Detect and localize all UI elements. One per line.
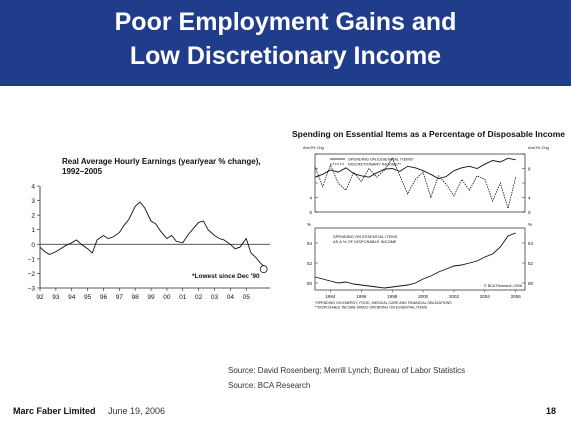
chart2-bottom-y-tick-label-left: 54 (306, 241, 312, 246)
chart2-bottom-legend-line-1: SPENDING ON ESSENTIAL ITEMS (333, 234, 398, 239)
chart2-top-y-label-right: Ann'l% Chg (528, 145, 549, 150)
chart1-x-tick-label: 99 (147, 294, 155, 301)
chart2-top-y-label-left: Ann'l% Chg (303, 145, 324, 150)
chart2-bottom-y-tick-label-right: 52 (528, 261, 534, 266)
chart1-y-tick-label: −3 (27, 285, 35, 293)
footer-date: June 19, 2006 (108, 406, 166, 416)
chart1-x-tick-label: 01 (179, 294, 187, 301)
essential-spending-chart (300, 140, 565, 320)
chart2-x-tick-label: 2004 (479, 294, 490, 299)
chart2-top-y-tick-label-left: 4 (309, 195, 312, 201)
chart1-x-tick-label: 93 (52, 294, 60, 301)
chart2-x-tick-label: 1996 (356, 294, 367, 299)
source-note-1: Source: David Rosenberg; Merrill Lynch; Bureau of Labor Statistics (228, 366, 466, 375)
chart2-legend-discretionary: DISCRETIONARY INCOME** (348, 161, 401, 167)
chart2-x-tick-label: 1998 (387, 294, 398, 299)
chart2-x-tick-label: 1994 (325, 294, 336, 299)
chart1-x-tick-label: 97 (115, 294, 123, 301)
chart1-x-tick-label: 02 (195, 294, 203, 301)
chart2-top-frame (315, 154, 525, 212)
chart2-bottom-y-label-left: % (307, 222, 312, 227)
chart1-x-tick-label: 96 (99, 294, 108, 301)
chart1-x-tick-label: 05 (242, 294, 250, 301)
footer-company: Marc Faber Limited (13, 406, 96, 416)
chart2-bottom-y-tick-label-left: 52 (306, 261, 312, 266)
chart2-x-tick-label: 2000 (418, 294, 429, 299)
chart2-bottom-legend-line-2: AS A % OF DISPOSABLE INCOME (333, 239, 397, 244)
chart1-y-tick-label: 4 (31, 183, 35, 191)
slide-title-line-1: Poor Employment Gains and (114, 8, 457, 36)
chart1-y-tick-label: 2 (31, 212, 35, 220)
chart1-x-tick-label: 92 (36, 294, 44, 301)
chart1-x-tick-label: 04 (226, 294, 234, 301)
chart1-y-tick-label: −1 (27, 256, 35, 264)
chart1-y-tick-label: −2 (27, 270, 35, 278)
source-note-2: Source: BCA Research (228, 381, 311, 390)
chart2-essential-line (315, 158, 516, 178)
chart1-x-tick-label: 00 (163, 294, 171, 301)
chart2-bottom-y-tick-label-right: 54 (528, 241, 534, 246)
page-number: 18 (545, 406, 556, 416)
chart2-legend-essential: SPENDING ON ESSENTIAL ITEMS* (348, 156, 414, 162)
chart2-x-tick-label: 2002 (448, 294, 459, 299)
chart2-top-y-tick-label-right: 8 (528, 166, 531, 172)
hourly-earnings-chart (20, 175, 275, 310)
chart2-discretionary-line (315, 158, 516, 208)
chart2-footnote-1: *SPENDING ON ENERGY, FOOD, MEDICAL CARE AND FINANCIAL OBLIGATIONS (315, 301, 452, 305)
chart2-footnote-2: **DISPOSABLE INCOME MINUS SPENDING ON ESSENTIAL ITEMS (315, 305, 428, 310)
chart1-y-tick-label: 1 (31, 227, 35, 235)
chart1-annotation: *Lowest since Dec '90 (191, 273, 260, 281)
chart2-bottom-y-tick-label-left: 50 (306, 281, 312, 286)
chart1-annotation-circle (260, 266, 267, 273)
chart1-title: Real Average Hourly Earnings (year/year % change), 1992–2005 (62, 157, 261, 176)
chart2-top-y-tick-label-right: 0 (528, 210, 531, 215)
chart2-x-tick-label: 2006 (510, 294, 521, 299)
chart1-series-line (40, 202, 264, 266)
chart1-y-tick-label: 0 (31, 241, 35, 249)
chart2-credit: © BCA Research 2006 (483, 284, 522, 288)
chart1-x-tick-label: 98 (131, 294, 139, 301)
chart2-bottom-y-tick-label-right: 50 (528, 281, 534, 286)
chart1-x-tick-label: 94 (68, 294, 76, 301)
chart2-top-y-tick-label-right: 4 (528, 195, 531, 201)
chart2-bottom-y-label-right: % (528, 222, 533, 227)
slide-title-line-2: Low Discretionary Income (129, 42, 442, 70)
chart2-top-y-tick-label-left: 0 (309, 210, 312, 215)
title-banner (0, 0, 571, 86)
chart1-x-tick-label: 03 (210, 294, 219, 301)
chart2-title: Spending on Essential Items as a Percentage of Disposable Income (292, 129, 566, 139)
chart1-y-tick-label: 3 (31, 198, 35, 206)
chart1-x-tick-label: 95 (83, 294, 92, 301)
